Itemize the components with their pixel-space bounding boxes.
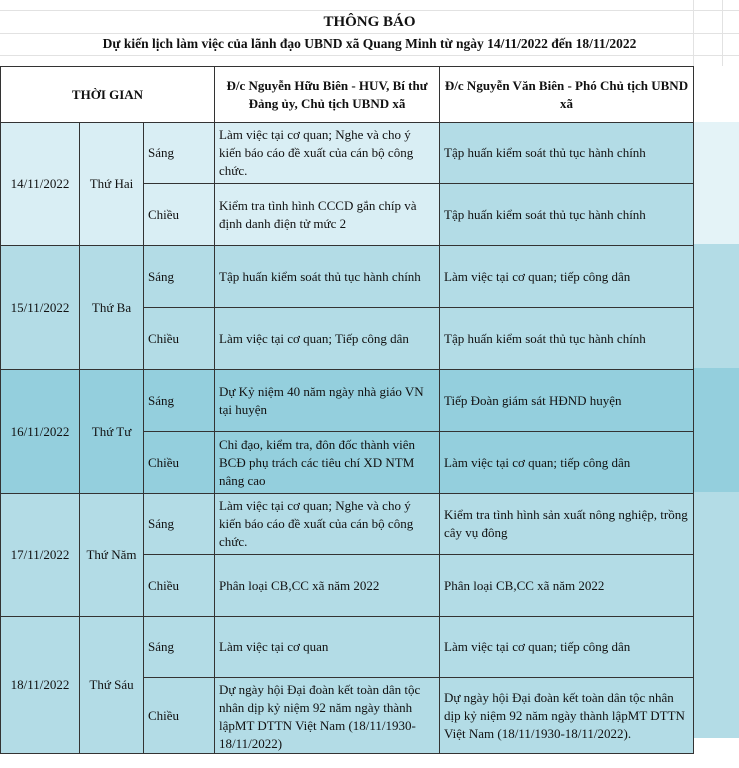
session-cell: Chiều xyxy=(144,432,215,494)
session-cell: Sáng xyxy=(144,123,215,184)
leader2-task: Tập huấn kiểm soát thủ tục hành chính xyxy=(440,308,694,370)
session-cell: Sáng xyxy=(144,494,215,555)
session-cell: Chiều xyxy=(144,308,215,370)
leader2-task: Làm việc tại cơ quan; tiếp công dân xyxy=(440,246,694,308)
table-row xyxy=(1,494,694,555)
table-row xyxy=(1,123,694,184)
schedule-table xyxy=(0,66,694,754)
fill-strip xyxy=(693,122,739,244)
table-row xyxy=(1,370,694,432)
leader2-task: Làm việc tại cơ quan; tiếp công dân xyxy=(440,432,694,494)
leader1-task: Kiểm tra tình hình CCCD gắn chíp và định danh điện tử mức 2 xyxy=(215,184,440,246)
leader1-task: Làm việc tại cơ quan; Nghe và cho ý kiến báo cáo đề xuất của cán bộ công chức. xyxy=(215,123,440,184)
session-cell: Sáng xyxy=(144,246,215,308)
leader1-task: Tập huấn kiểm soát thủ tục hành chính xyxy=(215,246,440,308)
leader1-task: Làm việc tại cơ quan; Nghe và cho ý kiến báo cáo đề xuất của cán bộ công chức. xyxy=(215,494,440,555)
leader1-task: Chỉ đạo, kiểm tra, đôn đốc thành viên BCĐ phụ trách các tiêu chí XD NTM nâng cao xyxy=(215,432,440,494)
page-subtitle: Dự kiến lịch làm việc của lãnh đạo UBND xã Quang Minh từ ngày 14/11/2022 đến 18/11/2022 xyxy=(102,36,637,51)
leader2-task: Tập huấn kiểm soát thủ tục hành chính xyxy=(440,123,694,184)
leader1-task: Phân loại CB,CC xã năm 2022 xyxy=(215,555,440,617)
fill-strip xyxy=(693,492,739,738)
leader2-task: Tiếp Đoàn giám sát HĐND huyện xyxy=(440,370,694,432)
leader2-task: Tập huấn kiểm soát thủ tục hành chính xyxy=(440,184,694,246)
session-cell: Chiều xyxy=(144,184,215,246)
column-header-leader1: Đ/c Nguyễn Hữu Biên - HUV, Bí thư Đảng ủy, Chủ tịch UBND xã xyxy=(215,67,440,123)
date-cell: 15/11/2022 xyxy=(1,246,80,370)
weekday-cell: Thứ Sáu xyxy=(80,617,144,754)
leader2-task: Dự ngày hội Đại đoàn kết toàn dân tộc nhân dịp kỷ niệm 92 năm ngày thành lậpMT DTTN Việt Nam (18/11/1930-18/11/2022). xyxy=(440,678,694,754)
fill-strip xyxy=(693,368,739,492)
leader1-task: Dự ngày hội Đại đoàn kết toàn dân tộc nhân dịp kỷ niệm 92 năm ngày thành lậpMT DTTN Việt Nam (18/11/1930-18/11/2022) xyxy=(215,678,440,754)
weekday-cell: Thứ Ba xyxy=(80,246,144,370)
date-cell: 18/11/2022 xyxy=(1,617,80,754)
leader1-task: Dự Kỷ niệm 40 năm ngày nhà giáo VN tại huyện xyxy=(215,370,440,432)
date-cell: 17/11/2022 xyxy=(1,494,80,617)
table-row xyxy=(1,246,694,308)
date-cell: 14/11/2022 xyxy=(1,123,80,246)
fill-strip xyxy=(693,244,739,368)
leader1-task: Làm việc tại cơ quan; Tiếp công dân xyxy=(215,308,440,370)
header-row xyxy=(1,67,694,123)
leader2-task: Kiểm tra tình hình sản xuất nông nghiệp, trồng cây vụ đông xyxy=(440,494,694,555)
page-title: THÔNG BÁO xyxy=(323,14,416,30)
weekday-cell: Thứ Hai xyxy=(80,123,144,246)
column-header-leader2: Đ/c Nguyễn Văn Biên - Phó Chủ tịch UBND xã xyxy=(440,67,694,123)
weekday-cell: Thứ Năm xyxy=(80,494,144,617)
session-cell: Sáng xyxy=(144,370,215,432)
leader2-task: Làm việc tại cơ quan; tiếp công dân xyxy=(440,617,694,678)
column-header-time: THỜI GIAN xyxy=(1,67,215,123)
session-cell: Chiều xyxy=(144,555,215,617)
table-row xyxy=(1,617,694,678)
weekday-cell: Thứ Tư xyxy=(80,370,144,494)
leader1-task: Làm việc tại cơ quan xyxy=(215,617,440,678)
date-cell: 16/11/2022 xyxy=(1,370,80,494)
session-cell: Chiều xyxy=(144,678,215,754)
leader2-task: Phân loại CB,CC xã năm 2022 xyxy=(440,555,694,617)
session-cell: Sáng xyxy=(144,617,215,678)
